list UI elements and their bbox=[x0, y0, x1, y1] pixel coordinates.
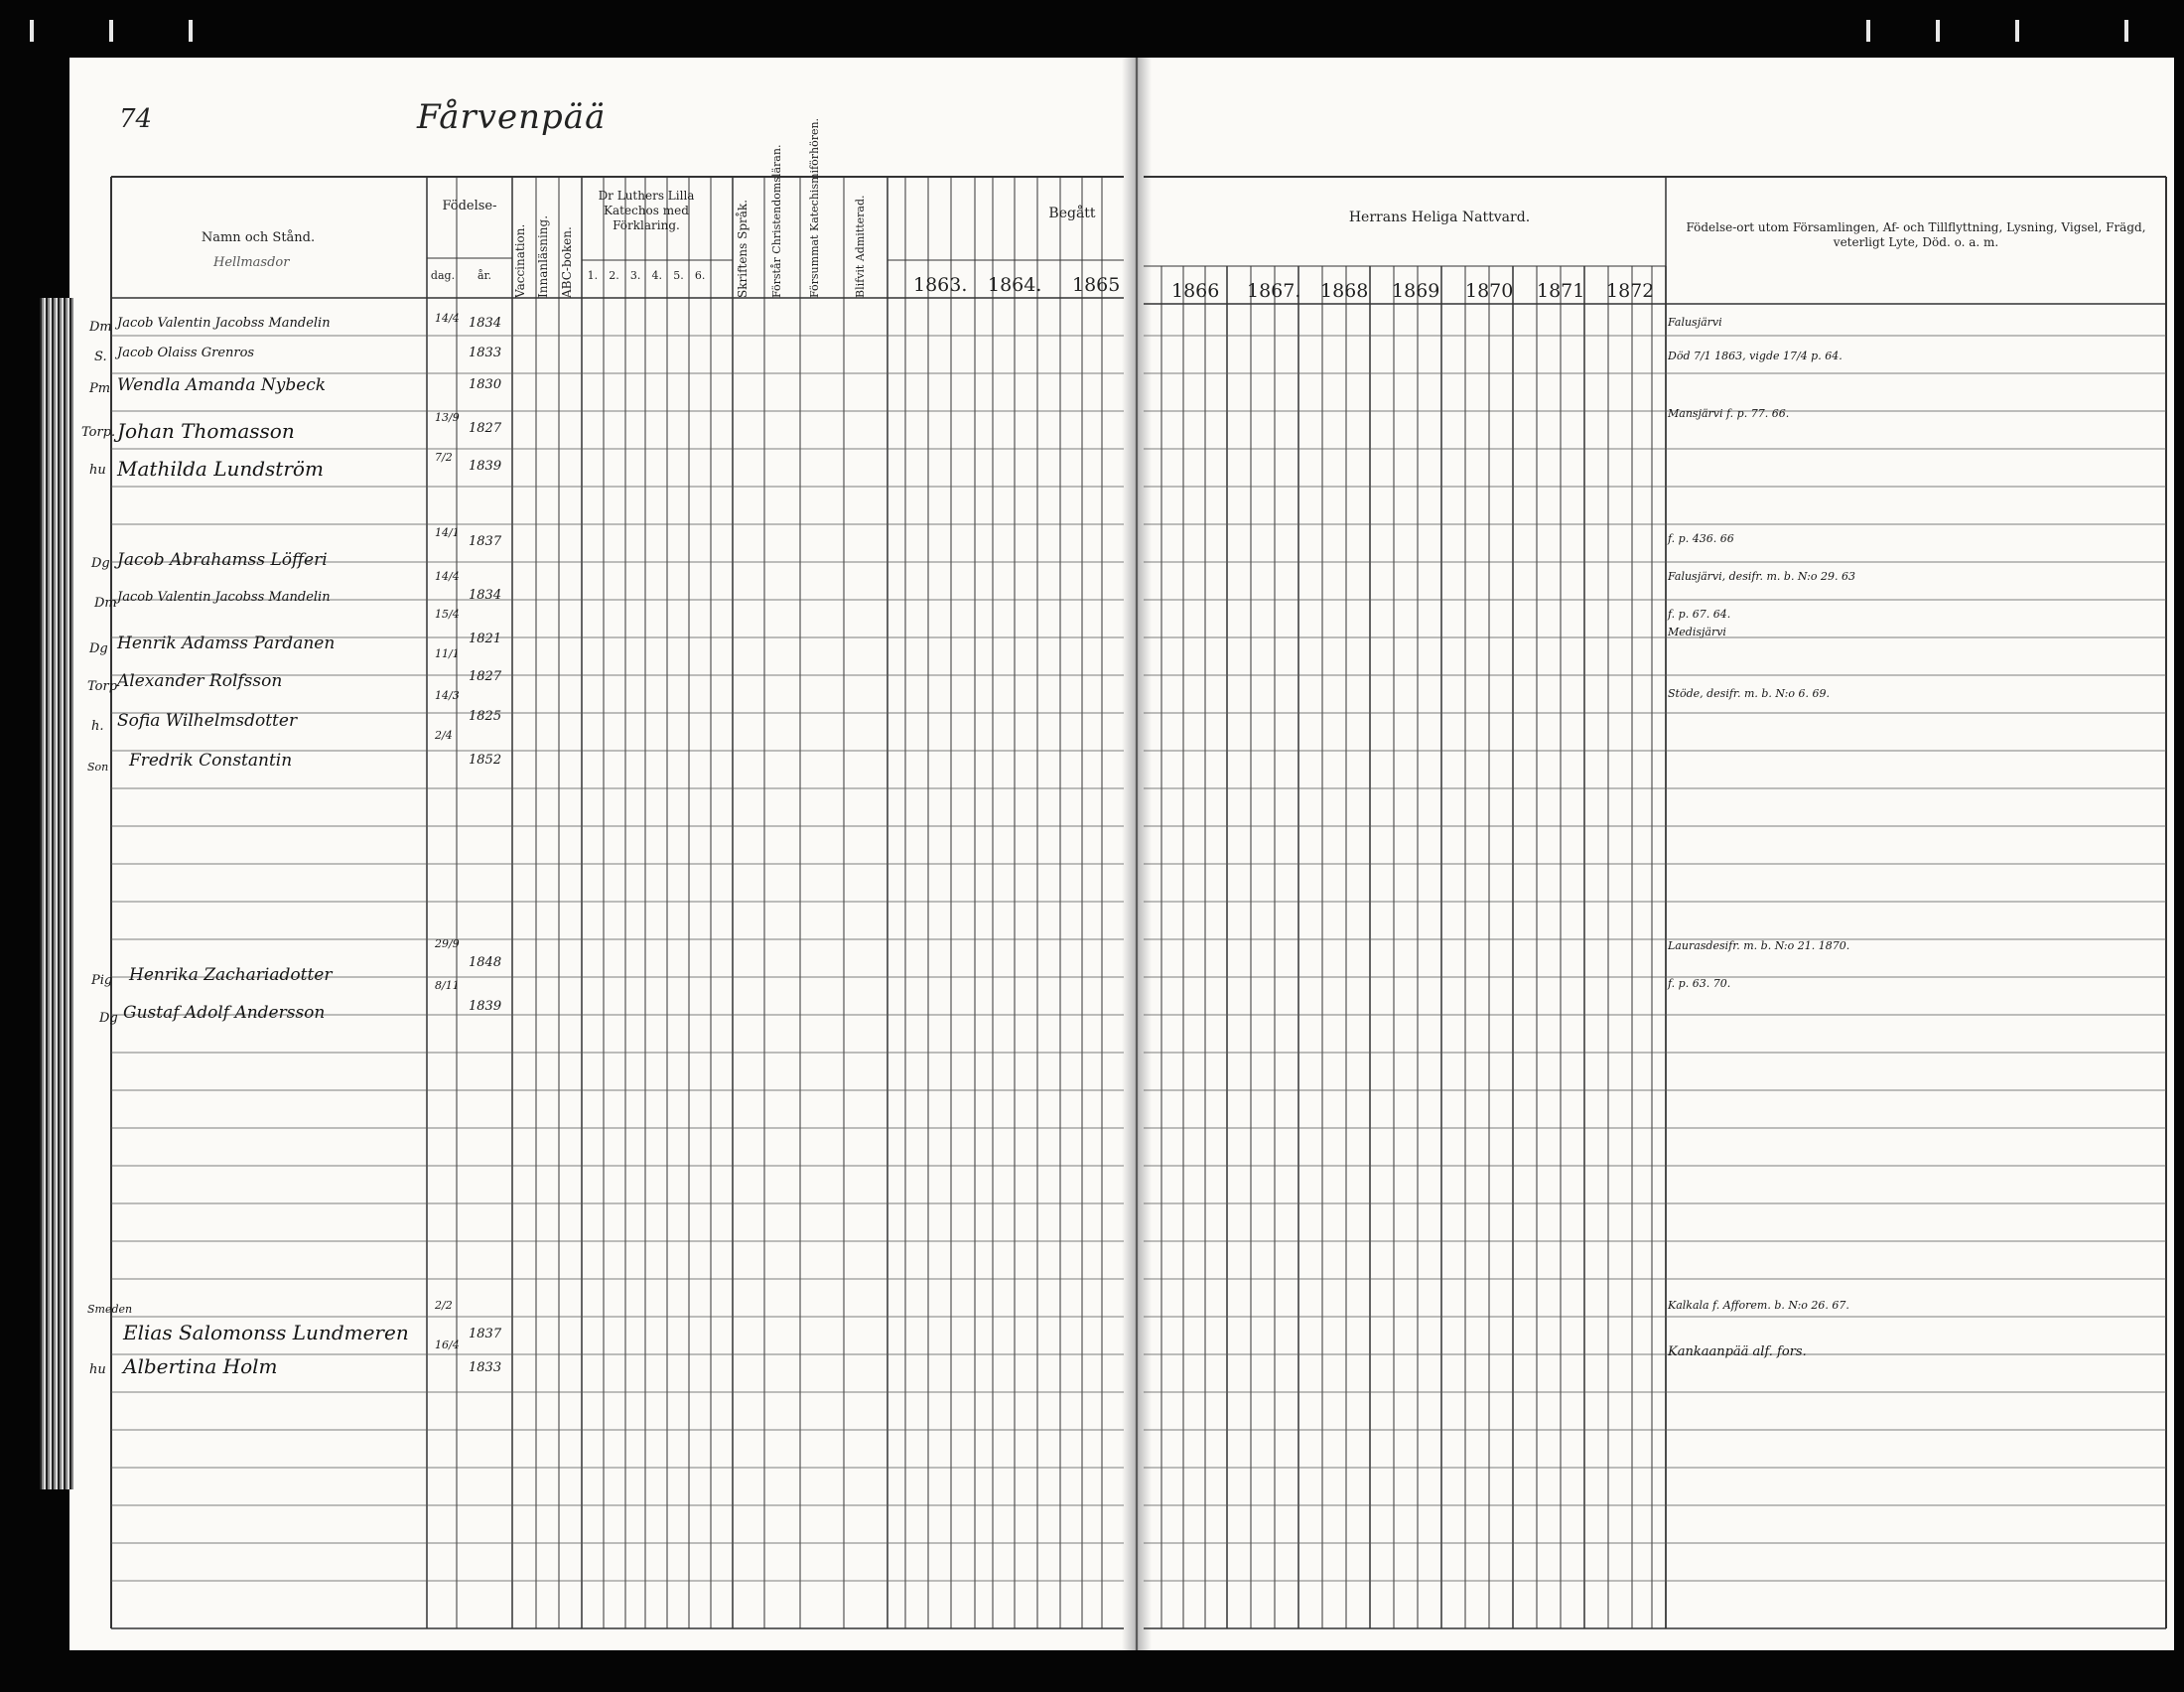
k-num-3: 3. bbox=[629, 269, 641, 282]
header-name-stand: Namn och Stånd. bbox=[201, 230, 316, 245]
header-vaccination: Vaccination. bbox=[513, 223, 527, 298]
note-stode: Stöde, desifr. m. b. N:o 6. 69. bbox=[1668, 687, 1830, 700]
entry-birth-day: 14/4 bbox=[435, 570, 460, 583]
entry-birth-day: 13/9 bbox=[435, 411, 460, 424]
entry-stand: Torp. bbox=[81, 425, 116, 440]
entry-birth-day: 2/2 bbox=[435, 1299, 453, 1312]
header-notes: Födelse-ort utom Församlingen, Af- och Tillflyttning, Lysning, Vigsel, Frägd, veterligt Lyte, Död. o. a. m. bbox=[1686, 220, 2146, 249]
year-1870: 1870 bbox=[1465, 280, 1514, 302]
entry-birth-day: 29/9 bbox=[435, 937, 460, 950]
header-innanlasning: Innanläsning. bbox=[536, 214, 550, 298]
entry-name: Johan Thomasson bbox=[117, 419, 295, 443]
entry-name: Henrik Adamss Pardanen bbox=[117, 634, 336, 653]
entry-birth-day: 8/11 bbox=[435, 979, 460, 992]
year-1868: 1868 bbox=[1320, 280, 1369, 302]
year-1863: 1863. bbox=[913, 274, 968, 296]
entry-stand: Son bbox=[87, 761, 109, 774]
entry-birth-year: 1837 bbox=[469, 534, 502, 549]
entry-name: Gustaf Adolf Andersson bbox=[123, 1003, 326, 1023]
entry-name: Fredrik Constantin bbox=[129, 751, 293, 771]
year-1871: 1871 bbox=[1537, 280, 1585, 302]
year-1866: 1866 bbox=[1171, 280, 1220, 302]
header-abc-boken: ABC-boken. bbox=[560, 226, 574, 298]
entry-birth-day: 14/3 bbox=[435, 689, 460, 702]
k-num-2: 2. bbox=[609, 269, 619, 282]
year-1872: 1872 bbox=[1606, 280, 1655, 302]
note-kalkala: Kalkala f. Afforem. b. N:o 26. 67. bbox=[1668, 1299, 1849, 1312]
header-begatt: Begått bbox=[1048, 206, 1096, 221]
entry-name: Sofia Wilhelmsdotter bbox=[117, 711, 298, 731]
note-falusjarvi-desifr: Falusjärvi, desifr. m. b. N:o 29. 63 bbox=[1668, 570, 1855, 583]
header-katechism: Dr Luthers Lilla Katechos med Förklaring. bbox=[598, 189, 695, 232]
entry-birth-year: 1839 bbox=[469, 999, 502, 1014]
entry-stand: Pm bbox=[89, 381, 111, 396]
entry-birth-year: 1848 bbox=[469, 955, 502, 970]
entry-birth-day: 14/1 bbox=[435, 526, 460, 539]
entry-birth-day: 15/4 bbox=[435, 608, 460, 621]
entry-stand: hu bbox=[89, 1362, 106, 1377]
entry-name: Elias Salomonss Lundmeren bbox=[123, 1321, 409, 1344]
header-forsummat: Försummat Katechismiförhören. bbox=[808, 117, 821, 298]
header-katechism-numbers bbox=[582, 268, 711, 283]
entry-name: Henrika Zachariadotter bbox=[129, 965, 333, 985]
entry-birth-day: 2/4 bbox=[435, 729, 453, 742]
year-1864: 1864. bbox=[988, 274, 1042, 296]
entry-stand: Dm bbox=[94, 596, 117, 611]
entry-stand: Dg bbox=[91, 556, 110, 571]
entry-birth-day: 11/1 bbox=[435, 647, 460, 660]
entry-stand: Pig bbox=[91, 973, 113, 988]
entry-birth-day: 7/2 bbox=[435, 451, 453, 464]
entry-stand: Dg bbox=[99, 1011, 118, 1026]
note-fp-63-70: f. p. 63. 70. bbox=[1668, 977, 1731, 990]
entry-name: Alexander Rolfsson bbox=[117, 671, 283, 691]
note-laurasdesifr: Laurasdesifr. m. b. N:o 21. 1870. bbox=[1668, 939, 1850, 952]
header-subtitle: Hellmasdor bbox=[213, 255, 290, 270]
k-num-6: 6. bbox=[694, 269, 706, 282]
note-death-vigsel: Död 7/1 1863, vigde 17/4 p. 64. bbox=[1668, 350, 1843, 362]
header-birth-day: dag. bbox=[430, 269, 456, 282]
entry-stand: Dg bbox=[89, 641, 108, 656]
entry-birth-year: 1833 bbox=[469, 1360, 502, 1375]
entry-birth-year: 1852 bbox=[469, 753, 502, 768]
entry-stand: hu bbox=[89, 463, 106, 478]
entry-birth-year: 1834 bbox=[469, 588, 502, 603]
entry-name: Jacob Valentin Jacobss Mandelin bbox=[117, 316, 331, 331]
entry-stand: S. bbox=[94, 350, 107, 364]
entry-stand: h. bbox=[91, 719, 104, 734]
page-number: 74 bbox=[119, 104, 153, 134]
k-num-1: 1. bbox=[587, 269, 599, 282]
header-forstar: Förstår Christendomsläran. bbox=[770, 144, 783, 298]
year-1865: 1865 bbox=[1072, 274, 1121, 296]
entry-birth-year: 1834 bbox=[469, 316, 502, 331]
year-1867: 1867. bbox=[1247, 280, 1301, 302]
entry-stand: Torp bbox=[87, 679, 118, 694]
header-skriftens: Skriftens Språk. bbox=[736, 199, 750, 298]
k-num-5: 5. bbox=[673, 269, 684, 282]
entry-name: Albertina Holm bbox=[123, 1354, 278, 1378]
entry-name: Jacob Olaiss Grenros bbox=[117, 346, 255, 360]
year-1869: 1869 bbox=[1392, 280, 1440, 302]
village-title: Fårvenpää bbox=[417, 97, 607, 137]
header-blifvit: Blifvit Admitterad. bbox=[854, 195, 867, 298]
entry-name: Jacob Valentin Jacobss Mandelin bbox=[117, 590, 331, 605]
entry-stand: Smeden bbox=[87, 1303, 133, 1316]
note-mansjarvi: Mansjärvi f. p. 77. 66. bbox=[1668, 407, 1790, 420]
entry-birth-year: 1827 bbox=[469, 669, 502, 684]
header-birth: Födelse- bbox=[442, 199, 497, 213]
entry-birth-year: 1821 bbox=[469, 632, 502, 646]
header-nattvard: Herrans Heliga Nattvard. bbox=[1348, 210, 1531, 225]
note-falusjarvi: Falusjärvi bbox=[1668, 316, 1722, 329]
entry-birth-day: 14/4 bbox=[435, 312, 460, 325]
entry-birth-day: 16/4 bbox=[435, 1339, 460, 1351]
entry-stand: Dm bbox=[89, 320, 112, 335]
entry-birth-year: 1827 bbox=[469, 421, 502, 436]
entry-birth-year: 1830 bbox=[469, 377, 502, 392]
entry-birth-year: 1833 bbox=[469, 346, 502, 360]
entry-birth-year: 1825 bbox=[469, 709, 502, 724]
entry-name: Wendla Amanda Nybeck bbox=[117, 375, 327, 395]
note-fp-67: f. p. 67. 64. bbox=[1668, 608, 1731, 621]
header-birth-year: år. bbox=[477, 269, 492, 282]
note-medisjarvi: Medisjärvi bbox=[1668, 626, 1726, 638]
entry-name: Mathilda Lundström bbox=[117, 457, 324, 481]
entry-birth-year: 1837 bbox=[469, 1327, 502, 1341]
note-kankaanpaa: Kankaanpää alf. fors. bbox=[1668, 1344, 1807, 1359]
entry-birth-year: 1839 bbox=[469, 459, 502, 474]
entry-name: Jacob Abrahamss Löfferi bbox=[117, 550, 328, 570]
note-fp-436: f. p. 436. 66 bbox=[1668, 532, 1734, 545]
k-num-4: 4. bbox=[651, 269, 663, 282]
